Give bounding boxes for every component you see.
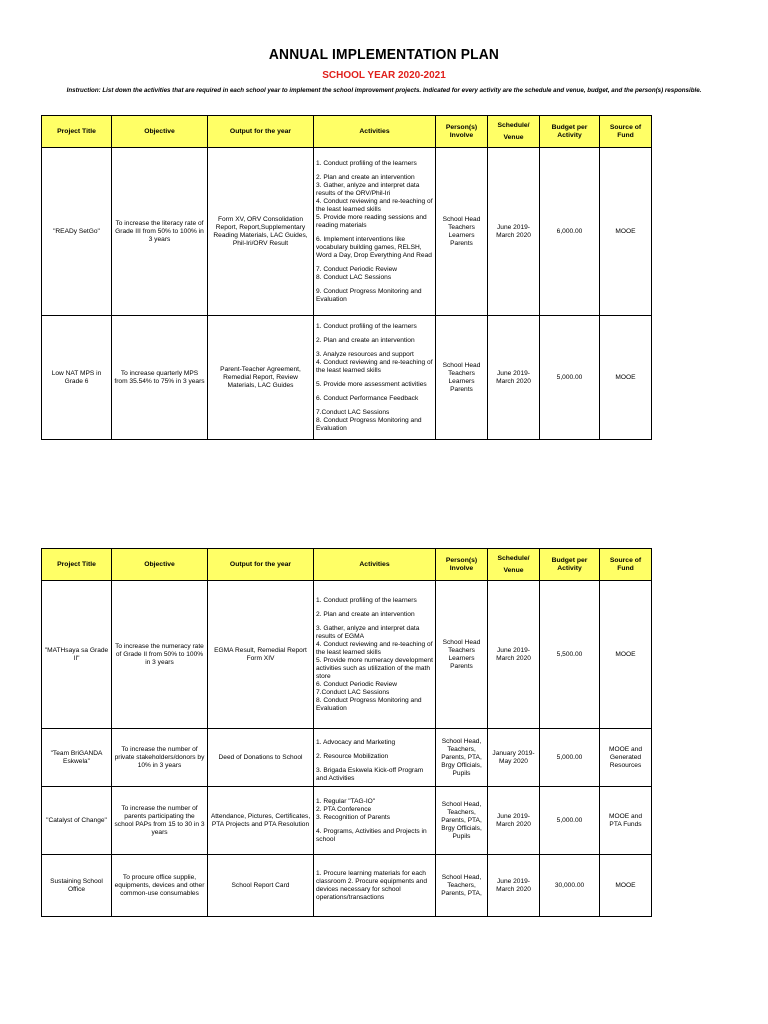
activity-item: 7.Conduct LAC Sessions [316,688,390,696]
activity-item: 6. Implement interventions like vocabulary building games, RELSH, Word a Day, Drop Everything And Read [316,235,432,259]
source-of-fund: MOOE [600,855,652,917]
activity-item: 7. Conduct Periodic Review [316,265,397,273]
activity-item: 4. Conduct reviewing and re-teaching of the least learned skills [316,640,433,656]
col-persons: Person(s) Involve [436,549,488,581]
col-fund: Source of Fund [600,549,652,581]
activity-item: 2. Plan and create an intervention [316,610,415,618]
col-activities: Activities [314,116,436,148]
persons-involved: School Head Teachers Learners Parents [436,148,488,316]
activity-item: 3. Analyze resources and support [316,350,414,358]
table-row [42,729,652,787]
activity-item: 1. Conduct profiling of the learners [316,596,417,604]
activity-item: 2. Plan and create an intervention [316,173,415,181]
activity-item: 8. Conduct Progress Monitoring and Evaluation [316,416,422,432]
header-row [42,549,652,581]
activity-item: 3. Brigada Eskwela Kick-off Program and Activities [316,766,424,782]
objective: To increase the numeracy rate of Grade II from 50% to 100% in 3 years [112,581,208,729]
budget: 5,000.00 [540,787,600,855]
activity-item: 1. Regular "TAG-IO" [316,797,376,805]
implementation-table-2 [41,548,652,917]
table-row [42,581,652,729]
table-row [42,148,652,316]
col-schedule-line2: Venue [503,133,524,141]
activities-list [314,855,436,917]
page-title: ANNUAL IMPLEMENTATION PLAN [268,46,500,63]
col-schedule [488,116,540,148]
source-of-fund: MOOE and PTA Funds [600,787,652,855]
activity-item: 4. Programs, Activities and Projects in school [316,827,427,843]
activity-item: 1. Conduct profiling of the learners [316,322,417,330]
activity-item: 6. Conduct Performance Feedback [316,394,419,402]
persons-involved: School Head Teachers Learners Parents [436,316,488,440]
activity-item: 8. Conduct LAC Sessions [316,273,392,281]
col-output: Output for the year [208,549,314,581]
output: Attendance, Pictures, Certificates, PTA Projects and PTA Resolution [208,787,314,855]
col-project-title: Project Title [42,116,112,148]
col-activities: Activities [314,549,436,581]
activity-item: 5. Provide more reading sessions and reading materials [316,213,427,229]
project-title: "Team BriGANDA Eskwela" [42,729,112,787]
output: Deed of Donations to School [208,729,314,787]
activity-item: 6. Conduct Periodic Review [316,680,397,688]
col-objective: Objective [112,116,208,148]
activity-item: 4. Conduct reviewing and re-teaching of the least learned skills [316,358,433,374]
budget: 5,000.00 [540,729,600,787]
budget: 6,000.00 [540,148,600,316]
objective: To increase the number of private stakeholders/donors by 10% in 3 years [112,729,208,787]
source-of-fund: MOOE [600,316,652,440]
activity-item: 7.Conduct LAC Sessions [316,408,390,416]
activity-item: 1. Procure learning materials for each classroom 2. Procure equipments and devices necessary for school operations/transactions [316,869,428,901]
col-schedule [488,549,540,581]
project-title: "MATHsaya sa Grade II" [42,581,112,729]
table-row [42,316,652,440]
persons-involved: School Head, Teachers, Parents, PTA, [436,855,488,917]
col-objective: Objective [112,549,208,581]
col-budget: Budget per Activity [540,116,600,148]
output: Parent-Teacher Agreement, Remedial Report, Review Materials, LAC Guides [208,316,314,440]
persons-involved: School Head, Teachers, Parents, PTA, Brgy Officials, Pupils [436,729,488,787]
col-project-title: Project Title [42,549,112,581]
activity-item: 5. Provide more assessment activities [316,380,427,388]
project-title: "Catalyst of Change" [42,787,112,855]
activity-item: 3. Gather, anlyze and interpret data results of the ORV/Phil-Iri [316,181,420,197]
objective: To procure office supplie, equipments, devices and other common-use consumables [112,855,208,917]
header-row [42,116,652,148]
persons-involved: School Head, Teachers, Parents, PTA, Brgy Officials, Pupils [436,787,488,855]
schedule: June 2019-March 2020 [488,855,540,917]
activities-list [314,581,436,729]
activity-item: 2. PTA Conference [316,805,372,813]
schedule: June 2019-March 2020 [488,787,540,855]
schedule: June 2019-March 2020 [488,316,540,440]
activities-list [314,316,436,440]
activity-item: 1. Conduct profiling of the learners [316,159,417,167]
table-row [42,787,652,855]
activities-list [314,787,436,855]
source-of-fund: MOOE [600,148,652,316]
activities-list [314,148,436,316]
budget: 5,500.00 [540,581,600,729]
source-of-fund: MOOE [600,581,652,729]
activity-item: 1. Advocacy and Marketing [316,738,396,746]
col-schedule-line1: Schedule/ [497,554,530,562]
output: School Report Card [208,855,314,917]
objective: To increase the literacy rate of Grade III from 50% to 100% in 3 years [112,148,208,316]
implementation-table-1 [41,115,652,440]
schedule: January 2019-May 2020 [488,729,540,787]
activity-item: 3. Gather, anlyze and interpret data results of EGMA [316,624,420,640]
col-output: Output for the year [208,116,314,148]
col-schedule-line2: Venue [503,566,524,574]
activity-item: 4. Conduct reviewing and re-teaching of the least learned skills [316,197,433,213]
activity-item: 2. Resource Mobilization [316,752,389,760]
col-schedule-line1: Schedule/ [497,121,530,129]
project-title: Sustaining School Office [42,855,112,917]
persons-involved: School Head Teachers Learners Parents [436,581,488,729]
schedule: June 2019-March 2020 [488,581,540,729]
activity-item: 8. Conduct Progress Monitoring and Evaluation [316,696,422,712]
project-title: Low NAT MPS in Grade 6 [42,316,112,440]
budget: 5,000.00 [540,316,600,440]
activity-item: 5. Provide more numeracy development activities such as utilization of the math store [316,656,433,680]
instruction-text: Instruction: List down the activities that are required in each school year to implement the school improvement projects. Indicated for every activity are the schedule and venue, budget, and the person(s) responsible. [66,87,702,94]
col-budget: Budget per Activity [540,549,600,581]
objective: To increase the number of parents participating the school PAPs from 15 to 30 in 3 years [112,787,208,855]
school-year-subtitle: SCHOOL YEAR 2020-2021 [322,70,446,81]
table-row [42,855,652,917]
schedule: June 2019-March 2020 [488,148,540,316]
budget: 30,000.00 [540,855,600,917]
project-title: "READy SetGo" [42,148,112,316]
activity-item: 2. Plan and create an intervention [316,336,415,344]
output: Form XV, ORV Consolidation Report, Report,Supplementary Reading Materials, LAC Guides, Phil-Iri/ORV Result [208,148,314,316]
col-persons: Person(s) Involve [436,116,488,148]
col-fund: Source of Fund [600,116,652,148]
activity-item: 3. Recognition of Parents [316,813,391,821]
output: EGMA Result, Remedial Report Form XIV [208,581,314,729]
activity-item: 9. Conduct Progress Monitoring and Evaluation [316,287,422,303]
source-of-fund: MOOE and Generated Resources [600,729,652,787]
activities-list [314,729,436,787]
objective: To increase quarterly MPS from 35.54% to 75% in 3 years [112,316,208,440]
